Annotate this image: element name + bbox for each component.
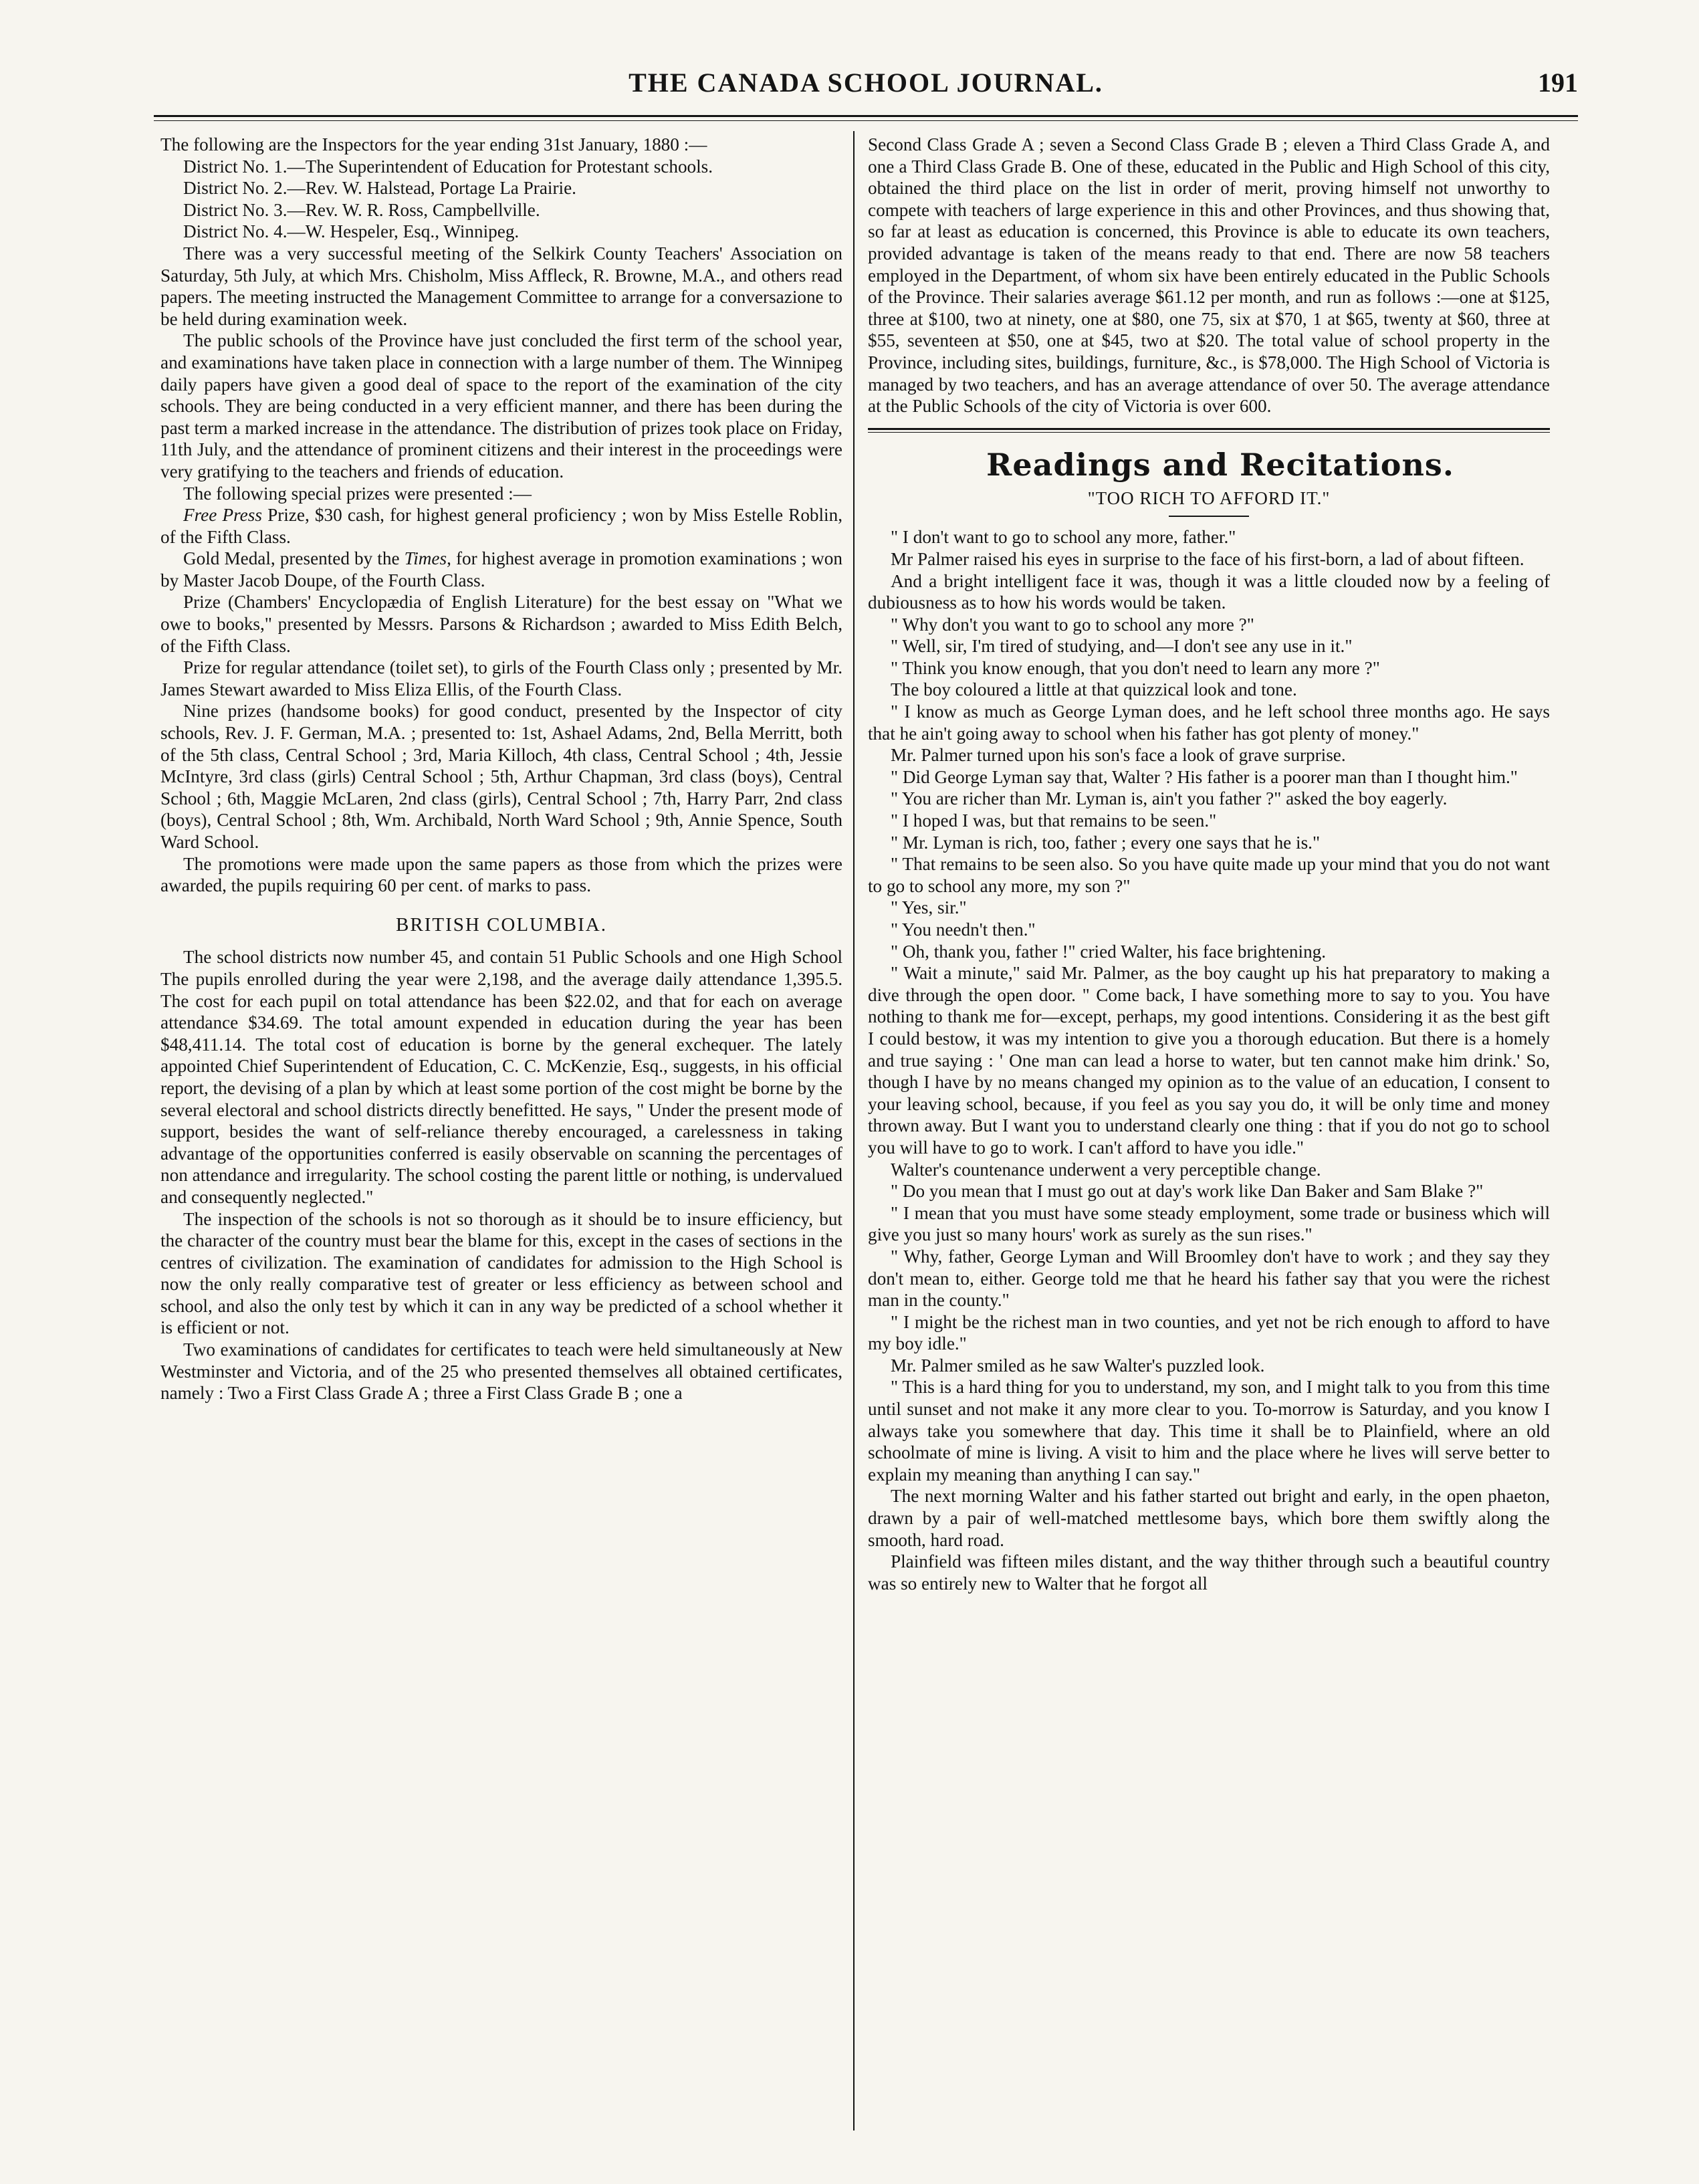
story-paragraph: " Oh, thank you, father !" cried Walter, his face brightening. (891, 941, 1327, 962)
paragraph: Nine prizes (handsome books) for good conduct, presented by the Inspector of city schools, Rev. J. F. German, M.A. ; presented to: 1st, Ashael Adams, 2nd, Bella Merritt, both of the 5th class, Central School ; 3rd, Maria Killoch, 4th class, Central School ; 4th, Jessie McIntyre, 3rd class (girls) Central School ; 5th, Arthur Chapman, 3rd class (boys), Central School ; 6th, Maggie McLaren, 2nd class (girls), Central School ; 7th, Harry Parr, 2nd class (boys), Central School ; 8th, Wm. Archibald, North Ward School ; 9th, Annie Spence, South Ward School. (160, 701, 842, 852)
paragraph-text: , for highest average in promotion examinations ; won by Master Jacob Doupe, of the Fourth Class. (160, 548, 842, 590)
paragraph: The inspection of the schools is not so thorough as it should be to insure efficiency, but the character of the country must bear the blame for this, except in the cases of sections in the centres of civilization. The examination of candidates for admission to the High School is now the only really comparative test of greater or less efficiency as between school and school, and also the only test by which it can in any way be predicted of a school whether it is efficient or not. (160, 1208, 842, 1338)
title-rule (1169, 516, 1249, 517)
right-column (868, 134, 1550, 1594)
story-paragraph: Mr. Palmer smiled as he saw Walter's puzzled look. (891, 1355, 1265, 1376)
paragraph (160, 504, 842, 548)
paragraph: There was a very successful meeting of the Selkirk County Teachers' Association on Saturday, 5th July, at which Mrs. Chisholm, Miss Affleck, R. Browne, M.A., and others read papers. The meeting instructed the Management Committee to arrange for a conversazione to be held during examination week. (160, 243, 842, 329)
paragraph: District No. 4.—W. Hespeler, Esq., Winnipeg. (183, 221, 520, 242)
story-paragraph: And a bright intelligent face it was, though it was a little clouded now by a feeling of dubiousness as to how his words would be taken. (868, 570, 1550, 613)
story-paragraph: Walter's countenance underwent a very perceptible change. (891, 1159, 1321, 1180)
story-paragraph: The boy coloured a little at that quizzical look and tone. (891, 679, 1297, 700)
paragraph: Prize for regular attendance (toilet set), to girls of the Fourth Class only ; presented by Mr. James Stewart awarded to Miss Eliza Ellis, of the Fourth Class. (160, 657, 842, 699)
masthead (154, 67, 1578, 107)
journal-title: THE CANADA SCHOOL JOURNAL. (629, 68, 1103, 98)
left-column (160, 134, 842, 1404)
story-paragraph: " I might be the richest man in two counties, and yet not be rich enough to afford to have my boy idle." (868, 1311, 1550, 1354)
story-paragraph: Mr Palmer raised his eyes in surprise to the face of his first-born, a lad of about fifteen. (891, 548, 1524, 569)
paragraph-continued: Second Class Grade A ; seven a Second Class Grade B ; eleven a Third Class Grade A, and one a Third Class Grade B. One of these, educated in the Public and High School of this city, obtained the third place on the list in order of merit, proving himself not unworthy to compete with teachers of large experience in this and other Provinces, and thus showing that, so far at least as education is concerned, this Province is able to educate its own teachers, provided advantage is taken of the means ready to that end. There are now 58 teachers employed in the Department, of whom six have been entirely educated in the Public Schools of the Province. Their salaries average $61.12 per month, and run as follows :—one at $125, three at $100, two at ninety, one at $80, one 75, six at $70, 1 at $65, twenty at $60, three at $55, seventeen at $50, one at $45, two at $20. The total value of school property in the Province, including sites, buildings, furniture, &c., is $78,000. The High School of Victoria is managed by two teachers, and has an average attendance of over 50. The average attendance at the Public Schools of the city of Victoria is over 600. (868, 134, 1550, 417)
story-paragraph: " Think you know enough, that you don't need to learn any more ?" (891, 657, 1380, 678)
story-paragraph: " This is a hard thing for you to understand, my son, and I might talk to you from this time until sunset and not make it any more clear to you. To-morrow is Saturday, and you know I always take you somewhere that day. This time it shall be to Plainfield, where an old schoolmate of mine is living. A visit to him and the place where he lives will serve better to explain my meaning than anything I can say." (868, 1377, 1550, 1485)
paragraph-text: Gold Medal, presented by the (183, 548, 405, 569)
story-paragraph: " Do you mean that I must go out at day's work like Dan Baker and Sam Blake ?" (891, 1181, 1484, 1202)
section-rule (868, 428, 1550, 430)
story-paragraph: The next morning Walter and his father started out bright and early, in the open phaeton, drawn by a pair of well-matched mettlesome bays, which bore them swiftly along the smooth, hard road. (868, 1486, 1550, 1550)
italic-newspaper-name: Free Press (183, 505, 262, 526)
paragraph: The school districts now number 45, and contain 51 Public Schools and one High School The pupils enrolled during the year were 2,198, and the average daily attendance 1,395.5. The cost for each pupil on total attendance has been $22.02, and that for each on average attendance $34.69. The total amount expended in education during the year has been $48,411.14. The total cost of education is borne by the general exchequer. The lately appointed Chief Superintendent of Education, C. C. McKenzie, Esq., suggests, in his official report, the devising of a plan by which at least some portion of the cost might be borne by the several electoral and school districts directly benefitted. He says, " Under the present mode of support, besides the want of self-reliance thereby encouraged, a carelessness in taking advantage of the opportunities conferred is easily observable on scanning the percentages of non attendance and irregularity. The school costing the parent little or nothing, is undervalued and consequently neglected." (160, 947, 842, 1207)
column-divider (853, 131, 855, 2131)
story-paragraph: " I know as much as George Lyman does, and he left school three months ago. He says that he ain't going away to school when his father has got plenty of money." (868, 701, 1550, 744)
story-paragraph: " Yes, sir." (891, 897, 967, 918)
story-paragraph: " Wait a minute," said Mr. Palmer, as the boy caught up his hat preparatory to making a dive through the open door. " Come back, I have something more to say to you. You have nothing to thank me for—except, perhaps, my good intentions. Considering it as the best gift I could bestow, it was my intention to give you a thorough education. But there is a homely and true saying : ' One man can lead a horse to water, but ten cannot make him drink.' So, though I have by no means changed my opinion as to the value of an education, I consent to your leaving school, because, if you feel as you say you do, it will be only time and money thrown away. But I want you to understand clearly one thing : that if you do not go to school you will have to go to work. I can't afford to have you idle." (868, 963, 1550, 1158)
story-paragraph: " I don't want to go to school any more, father." (891, 527, 1236, 548)
paragraph: District No. 1.—The Superintendent of Education for Protestant schools. (183, 156, 713, 177)
story-paragraph: " Mr. Lyman is rich, too, father ; every one says that he is." (891, 832, 1321, 853)
paragraph: The following are the Inspectors for the year ending 31st January, 1880 :— (160, 134, 707, 154)
story-paragraph: " I mean that you must have some steady employment, some trade or business which will give you just so many hours' work as surely as the sun rises." (868, 1202, 1550, 1245)
paragraph: The promotions were made upon the same papers as those from which the prizes were awarded, the pupils requiring 60 per cent. of marks to pass. (160, 853, 842, 896)
paragraph: Prize (Chambers' Encyclopædia of English Literature) for the best essay on "What we owe to books," presented by Messrs. Parsons & Richardson ; awarded to Miss Edith Belch, of the Fifth Class. (160, 592, 842, 656)
story-paragraph: Plainfield was fifteen miles distant, and the way thither through such a beautiful country was so entirely new to Walter that he forgot all (868, 1551, 1550, 1594)
story-paragraph: " I hoped I was, but that remains to be seen." (891, 810, 1217, 831)
story-paragraph: " Why, father, George Lyman and Will Broomley don't have to work ; and they say they don't mean to, either. George told me that he heard his father say that you were the richest man in the county." (868, 1246, 1550, 1311)
header-rule (154, 115, 1578, 117)
story-paragraph: " Why don't you want to go to school any more ?" (891, 614, 1254, 635)
paragraph: The public schools of the Province have just concluded the first term of the school year, and examinations have taken place in connection with a large number of them. The Winnipeg daily papers have given a good deal of space to the report of the examination of the city schools. They are being conducted in a very efficient manner, and there has been during the past term a marked increase in the attendance. The distribution of prizes took place on Friday, 11th July, and the attendance of prominent citizens and their interest in the proceedings were very gratifying to the teachers and friends of education. (160, 330, 842, 481)
paragraph: District No. 3.—Rev. W. R. Ross, Campbellville. (183, 199, 540, 220)
story-paragraph: " Did George Lyman say that, Walter ? His father is a poorer man than I thought him." (891, 766, 1518, 787)
story-paragraph: " You are richer than Mr. Lyman is, ain't you father ?" asked the boy eagerly. (891, 788, 1448, 809)
paragraph-text: Prize, $30 cash, for highest general proficiency ; won by Miss Estelle Roblin, of the Fifth Class. (160, 505, 843, 547)
story-paragraph: " You needn't then." (891, 919, 1036, 940)
page-number: 191 (1538, 68, 1578, 98)
italic-newspaper-name: Times (404, 548, 447, 569)
section-rule-thin (868, 432, 1550, 433)
paragraph (160, 548, 842, 591)
header-rule-thin (154, 120, 1578, 121)
paragraph: District No. 2.—Rev. W. Halstead, Portage La Prairie. (183, 178, 576, 199)
story-paragraph: " That remains to be seen also. So you have quite made up your mind that you do not want to go to school any more, my son ?" (868, 854, 1550, 896)
paragraph: The following special prizes were presented :— (183, 483, 532, 504)
section-heading-british-columbia: BRITISH COLUMBIA. (396, 913, 607, 936)
story-title: "TOO RICH TO AFFORD IT." (1087, 487, 1331, 508)
section-heading-readings: Readings and Recitations. (986, 446, 1454, 483)
story-paragraph: Mr. Palmer turned upon his son's face a look of grave surprise. (891, 745, 1346, 766)
paragraph: Two examinations of candidates for certificates to teach were held simultaneously at New Westminster and Victoria, and of the 25 who presented themselves all obtained certificates, namely : Two a First Class Grade A ; three a First Class Grade B ; one a (160, 1339, 842, 1404)
story-paragraph: " Well, sir, I'm tired of studying, and—I don't see any use in it." (891, 636, 1353, 657)
